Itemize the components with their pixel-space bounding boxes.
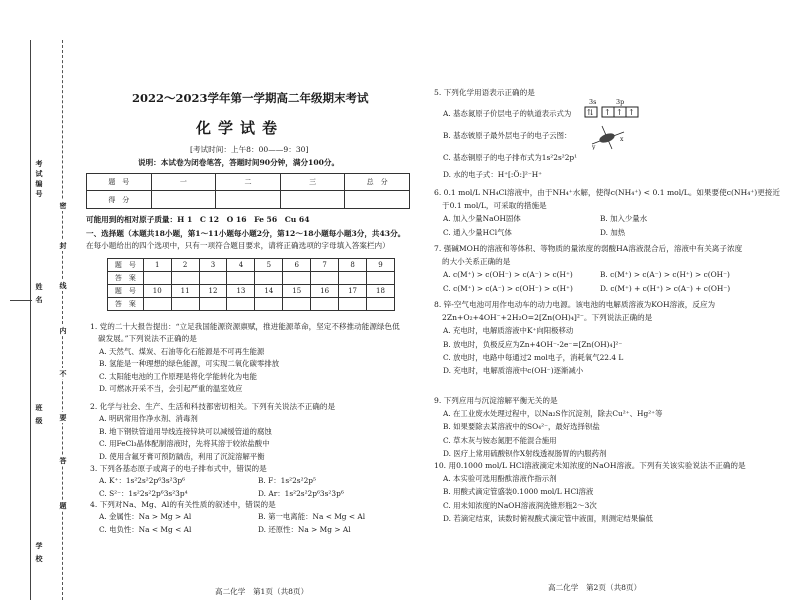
option: A. c(M⁺) > c(OH⁻) > c(A⁻) > c(H⁺): [443, 270, 573, 280]
seal-char: 封: [59, 242, 67, 249]
binding-line: [30, 40, 31, 600]
electron-cloud-icon: [590, 124, 626, 150]
score-cell[interactable]: [151, 191, 216, 209]
question-number-cell: 18: [367, 285, 395, 298]
question-number-cell: 8: [339, 259, 367, 272]
footer-right: 高二化学 第2页（共8页）: [548, 583, 642, 592]
option: A. 明矾常用作净水剂、消毒剂: [99, 414, 198, 424]
answer-cell[interactable]: [143, 272, 171, 285]
seal-char: 不: [59, 370, 67, 377]
answer-row-label: 题 号: [108, 285, 144, 298]
question-stem: 2. 化学与社会、生产、生活和科技都密切相关。下列有关说法不正确的是: [90, 402, 336, 411]
option: D. 可燃冰开采不当，会引起严重的温室效应: [99, 384, 243, 393]
svg-text:x: x: [620, 136, 624, 143]
option: D. 水的电子式：H⁺[:Ö:]²⁻H⁺: [443, 170, 543, 179]
svg-text:⇅: ⇅: [587, 108, 594, 117]
question-number-cell: 17: [339, 285, 367, 298]
question-number-cell: 14: [255, 285, 283, 298]
option: C. 基态铜原子的电子排布式为1s²2s²2p¹: [443, 153, 578, 162]
orbital-boxes-icon: [584, 106, 644, 118]
answer-cell[interactable]: [311, 272, 339, 285]
answer-cell[interactable]: [339, 272, 367, 285]
question-number-cell: 11: [171, 285, 199, 298]
answer-cell[interactable]: [171, 298, 199, 311]
question-stem: 5. 下列化学用语表示正确的是: [434, 88, 535, 97]
score-table: [86, 173, 410, 209]
option: A. K⁺：1s²2s²2p⁶3s²3p⁶: [99, 476, 186, 486]
option: B. 加入少量水: [600, 214, 648, 224]
question-stem: 4. 下列对Na、Mg、Al的有关性质的叙述中，错误的是: [90, 500, 276, 509]
option: D. 还原性：Na > Mg > Al: [258, 524, 351, 534]
answer-cell[interactable]: [283, 298, 311, 311]
option: C. 电负性：Na < Mg < Al: [99, 524, 192, 534]
answer-table: [107, 258, 395, 311]
option: C. 太阳能电池的工作原理是将化学能转化为电能: [99, 371, 257, 381]
exam-time: [考试时间：上午8：00——9：30]: [190, 145, 309, 154]
question-number-cell: 16: [311, 285, 339, 298]
seal-char: 线: [59, 282, 67, 289]
exam-note: 说明：本试卷为闭卷笔答，答题时间90分钟，满分100分。: [138, 158, 340, 167]
option: C. 用未知浓度的NaOH溶液润洗锥形瓶2～3次: [443, 500, 597, 510]
question-stem: 7. 强碱MOH的溶液和等体积、等物质的量浓度的弱酸HA溶液混合后，溶液中有关离子浓度: [434, 244, 743, 253]
seal-char: 要: [59, 414, 67, 421]
name-label: 姓名: [35, 283, 43, 309]
question-number-cell: 1: [143, 259, 171, 272]
option: C. 草木灰与铵态氮肥不能混合施用: [443, 435, 557, 445]
question-number-cell: 5: [255, 259, 283, 272]
class-label: 班级: [35, 404, 43, 430]
orbital-label-3s: 3s: [589, 98, 597, 106]
answer-row-label: 答 案: [108, 298, 144, 311]
question-stem: 1. 党的二十大报告提出：“立足我国能源资源禀赋，推进能源革命，坚定不移推动能源绿色低: [90, 322, 400, 331]
option: A. 加入少量NaOH固体: [443, 214, 521, 224]
option: B. c(M⁺) > c(A⁻) > c(H⁺) > c(OH⁻): [600, 270, 730, 280]
option: D. 若滴定结束，读数时俯视酸式滴定管中液面，则测定结果偏低: [443, 513, 653, 523]
score-cell[interactable]: [345, 191, 410, 209]
option: D. c(M⁺) + c(H⁺) > c(A⁻) + c(OH⁻): [600, 283, 731, 293]
option: A. 基态氮原子价层电子的轨道表示式为: [443, 109, 572, 118]
option: A. 在工业废水处理过程中，以Na₂S作沉淀剂，除去Cu²⁺、Hg²⁺等: [443, 409, 663, 419]
question-number-cell: 4: [227, 259, 255, 272]
score-cell[interactable]: [216, 191, 281, 209]
score-cell[interactable]: [280, 191, 345, 209]
section1-line2: 在每小题给出的四个选项中，只有一项符合题目要求，请将正确选项的字母填入答案栏内）: [86, 241, 390, 250]
answer-cell[interactable]: [143, 298, 171, 311]
answer-cell[interactable]: [283, 272, 311, 285]
option: B. 放电时，负极反应为Zn+4OH⁻-2e⁻=[Zn(OH)₄]²⁻: [443, 339, 623, 349]
question-number-cell: 10: [143, 285, 171, 298]
answer-cell[interactable]: [227, 298, 255, 311]
score-row-label: 得 分: [87, 191, 152, 209]
question-stem-cont: 碳发展。”下列说法不正确的是: [98, 334, 197, 344]
exam-no-label: 考试编号: [35, 160, 43, 200]
question-number-cell: 2: [171, 259, 199, 272]
answer-cell[interactable]: [339, 298, 367, 311]
name-line: [10, 300, 32, 301]
svg-text:↑: ↑: [616, 108, 623, 117]
svg-text:↑: ↑: [604, 108, 611, 117]
section1-line1: 一、选择题（本题共18小题，第1～11小题每小题2分，第12～18小题每小题3分，共43分。: [86, 229, 406, 238]
option: A. 本实验可选用酚酞溶液作指示剂: [443, 474, 557, 484]
score-header-cell: 总 分: [345, 174, 410, 191]
question-number-cell: 6: [283, 259, 311, 272]
answer-cell[interactable]: [199, 298, 227, 311]
question-number-cell: 12: [199, 285, 227, 298]
option: B. 用酸式滴定管盛装0.1000 mol/L HCl溶液: [443, 487, 594, 497]
answer-cell[interactable]: [255, 298, 283, 311]
question-stem-cont: 2Zn+O₂+4OH⁻+2H₂O=2[Zn(OH)₄]²⁻。下列说法正确的是: [442, 313, 653, 323]
option: C. c(M⁺) > c(A⁻) > c(OH⁻) > c(H⁺): [443, 283, 573, 293]
subject-title: 化学试卷: [196, 119, 285, 137]
option: B. 基态铍原子最外层电子的电子云图：: [443, 131, 572, 140]
option: D. 医疗上常用硫酸钡作X射线透视肠胃的内服药剂: [443, 448, 607, 458]
footer-left: 高二化学 第1页（共8页）: [215, 587, 309, 596]
question-stem-cont: 于0.1 mol/L，可采取的措施是: [442, 201, 547, 211]
answer-cell[interactable]: [255, 272, 283, 285]
exam-title: 2022～2023学年第一学期高二年级期末考试: [132, 91, 369, 105]
question-stem: 6. 0.1 mol/L NH₄Cl溶液中，由于NH₄⁺水解，使得c(NH₄⁺) < 0.1 mol/L。如果要使c(NH₄⁺)更接近: [434, 188, 780, 197]
answer-cell[interactable]: [227, 272, 255, 285]
answer-cell[interactable]: [367, 272, 395, 285]
atomic-mass: 可能用到的相对原子质量：H 1 C 12 O 16 Fe 56 Cu 64: [86, 215, 310, 224]
option: A. 充电时，电解质溶液中K⁺向阳极移动: [443, 326, 574, 336]
question-stem: 10. 用0.1000 mol/L HCl溶液滴定未知浓度的NaOH溶液。下列有关该实验说法不正确的是: [434, 461, 746, 470]
school-label: 学校: [35, 542, 43, 568]
option: A. 金属性：Na > Mg > Al: [99, 512, 192, 522]
score-header-cell: 题 号: [87, 174, 152, 191]
answer-row-label: 答 案: [108, 272, 144, 285]
answer-row-label: 题 号: [108, 259, 144, 272]
question-stem-cont: 的大小关系正确的是: [442, 257, 511, 267]
option: C. 通入少量HCl气体: [443, 227, 512, 237]
option: B. 氢能是一种理想的绿色能源，可实现二氧化碳零排放: [99, 359, 280, 369]
option: B. 第一电离能：Na < Mg < Al: [258, 512, 366, 522]
seal-char: 答: [59, 457, 67, 464]
seal-line: [62, 40, 63, 600]
question-number-cell: 9: [367, 259, 395, 272]
question-stem: 3. 下列各基态原子或离子的电子排布式中，错误的是: [90, 464, 267, 473]
option: C. S²⁻：1s²2s²2p⁶3s²3p⁴: [99, 488, 188, 498]
option: A. 天然气、煤炭、石油等化石能源是不可再生能源: [99, 346, 265, 356]
option: D. Ar：1s²2s²2p⁶3s²3p⁶: [258, 488, 344, 498]
seal-char: 密: [59, 202, 67, 209]
option: D. 充电时，电解质溶液中c(OH⁻)逐渐减小: [443, 366, 584, 375]
seal-char: 内: [59, 327, 67, 334]
question-number-cell: 3: [199, 259, 227, 272]
option: B. 地下钢铁管道用导线连接锌块可以减缓管道的腐蚀: [99, 426, 272, 436]
answer-cell[interactable]: [199, 272, 227, 285]
option: C. 用FeCl₃晶体配制溶液时，先将其溶于较浓盐酸中: [99, 439, 270, 449]
question-number-cell: 7: [311, 259, 339, 272]
question-stem: 8. 锌-空气电池可用作电动车的动力电源。该电池的电解质溶液为KOH溶液，反应为: [434, 300, 716, 309]
orbital-label-3p: 3p: [616, 98, 625, 106]
score-header-cell: 三: [280, 174, 345, 191]
question-stem: 9. 下列应用与沉淀溶解平衡无关的是: [434, 396, 558, 405]
svg-text:y: y: [592, 144, 596, 150]
score-header-cell: 二: [216, 174, 281, 191]
option: B. 如果要除去某溶液中的SO₄²⁻，最好选择钡盐: [443, 422, 600, 432]
answer-cell[interactable]: [171, 272, 199, 285]
option: B. F：1s²2s²2p⁵: [258, 476, 316, 486]
question-number-cell: 13: [227, 285, 255, 298]
svg-text:↑: ↑: [628, 108, 635, 117]
option: C. 放电时，电路中每通过2 mol电子，消耗氧气22.4 L: [443, 352, 624, 362]
answer-cell[interactable]: [367, 298, 395, 311]
score-header-cell: 一: [151, 174, 216, 191]
seal-char: 题: [59, 502, 67, 509]
option: D. 使用含氟牙膏可预防龋齿，利用了沉淀溶解平衡: [99, 451, 265, 461]
answer-cell[interactable]: [311, 298, 339, 311]
option: D. 加热: [600, 227, 626, 237]
question-number-cell: 15: [283, 285, 311, 298]
